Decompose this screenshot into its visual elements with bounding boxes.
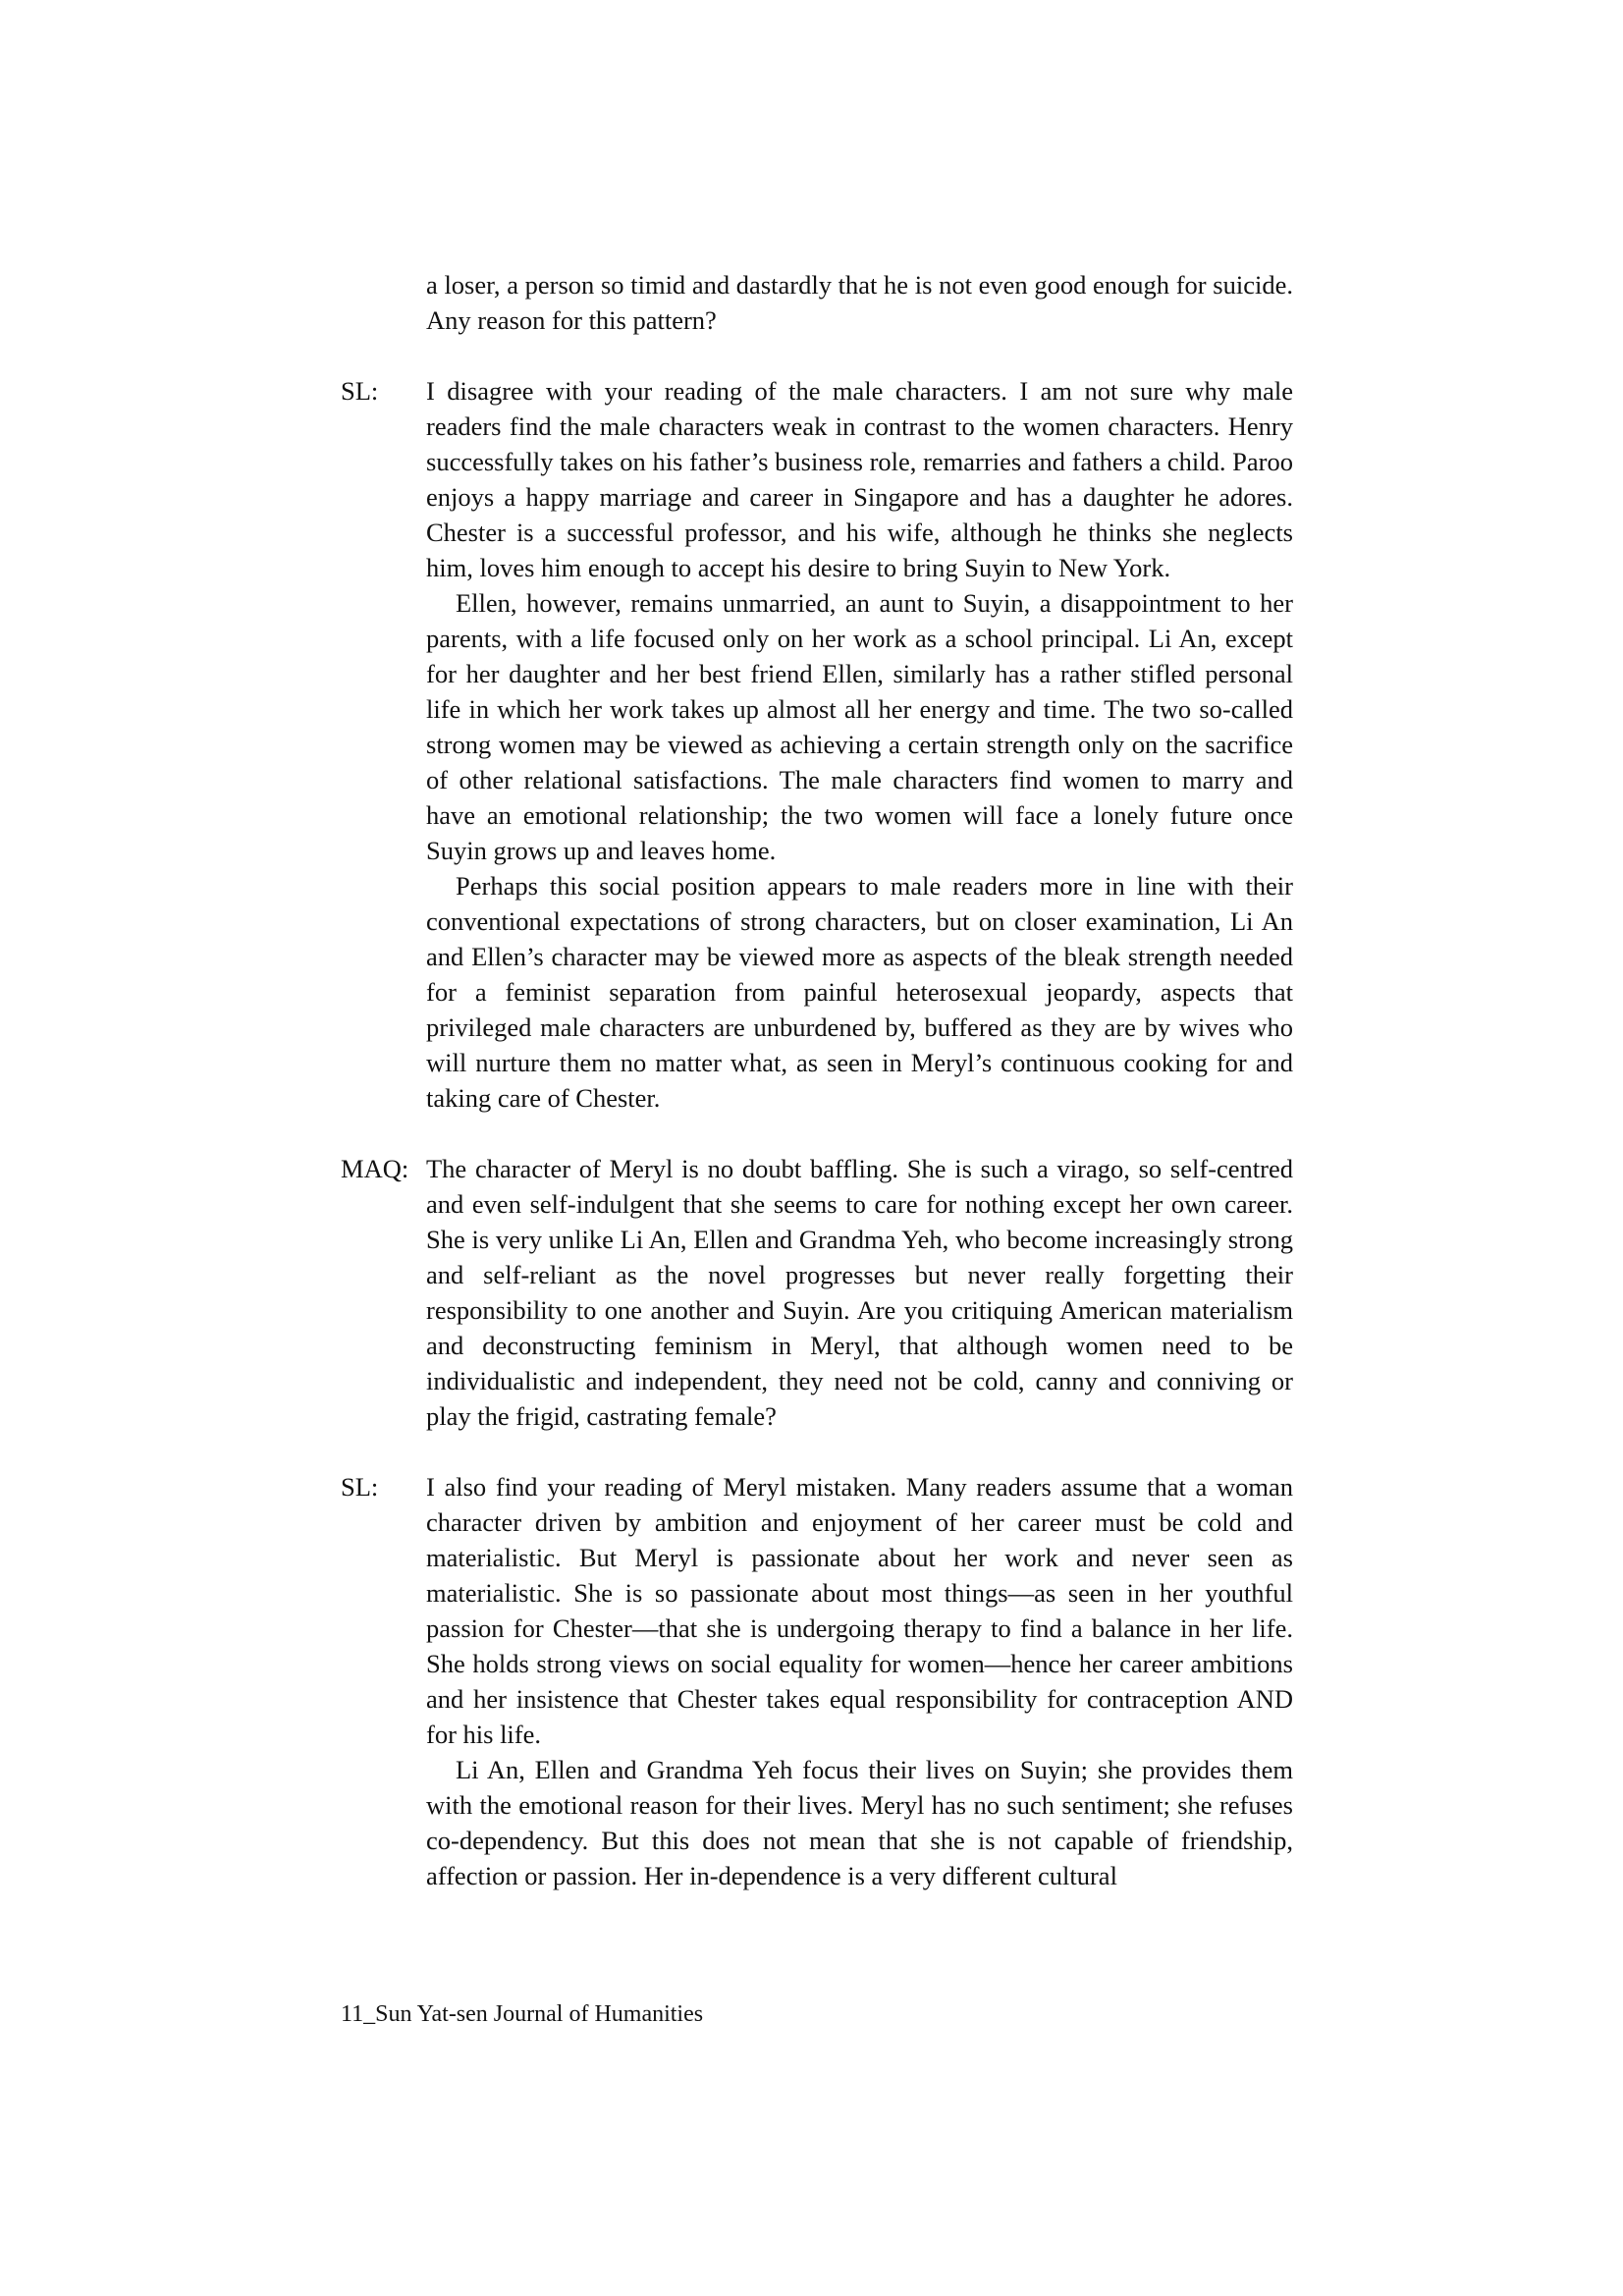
paragraph: The character of Meryl is no doubt baffling. She is such a virago, so self-centred and even self-indulgent that she seems to care for nothing except her own career. She is very unlike Li An, Ellen and Grandma Yeh, who become increasingly strong and self-reliant as the novel progresses but never really forgetting their responsibility to one another and Suyin. Are you critiquing American materialism and deconstructing feminism in Meryl, that although women need to be individualistic and independent, they need not be cold, canny and conniving or play the frigid, castrating female?: [426, 1154, 1293, 1431]
paragraph: I also find your reading of Meryl mistaken. Many readers assume that a woman character driven by ambition and enjoyment of her career must be cold and materialistic. But Meryl is passionate about her work and never seen as materialistic. She is so passionate about most things—as seen in her youthful passion for Chester—that she is undergoing therapy to find a balance in her life. She holds strong views on social equality for women—hence her career ambitions and her insistence that Chester takes equal responsibility for contraception AND for his life.: [426, 1472, 1293, 1749]
answer-block: [341, 373, 1293, 1116]
speaker-label: MAQ:: [341, 1154, 409, 1183]
page-footer: 11_Sun Yat-sen Journal of Humanities: [341, 2001, 704, 2027]
continued-question-block: [341, 267, 1293, 338]
paragraph: Perhaps this social position appears to male readers more in line with their conventional expectations of strong characters, but on closer examination, Li An and Ellen’s character may be viewed more as aspects of the bleak strength needed for a feminist separation from painful heterosexual jeopardy, aspects that privileged male characters are unburdened by, buffered as they are by wives who will nurture them no matter what, as seen in Meryl’s continuous cooking for and taking care of Chester.: [426, 871, 1293, 1113]
paragraph: I disagree with your reading of the male characters. I am not sure why male readers find the male characters weak in contrast to the women characters. Henry successfully takes on his father’s business role, remarries and fathers a child. Paroo enjoys a happy marriage and career in Singapore and has a daughter he adores. Chester is a successful professor, and his wife, although he thinks she neglects him, loves him enough to accept his desire to bring Suyin to New York.: [426, 376, 1293, 582]
paragraph: Li An, Ellen and Grandma Yeh focus their lives on Suyin; she provides them with the emotional reason for their lives. Meryl has no such sentiment; she refuses co-dependency. But this does not mean that she is not capable of friendship, affection or passion. Her in-dependence is a very different cultural: [426, 1755, 1293, 1890]
answer-block: [341, 1469, 1293, 1893]
question-block: [341, 1151, 1293, 1434]
paragraph: Ellen, however, remains unmarried, an aunt to Suyin, a disappointment to her parents, with a life focused only on her work as a school principal. Li An, except for her daughter and her best friend Ellen, similarly has a rather stifled personal life in which her work takes up almost all her energy and time. The two so-called strong women may be viewed as achieving a certain strength only on the sacrifice of other relational satisfactions. The male characters find women to marry and have an emotional relationship; the two women will face a lonely future once Suyin grows up and leaves home.: [426, 588, 1293, 865]
paragraph: a loser, a person so timid and dastardly that he is not even good enough for suicide. Any reason for this pattern?: [426, 270, 1293, 335]
interview-body: [341, 267, 1293, 1893]
speaker-label: SL:: [341, 1472, 379, 1502]
speaker-label: SL:: [341, 376, 379, 406]
